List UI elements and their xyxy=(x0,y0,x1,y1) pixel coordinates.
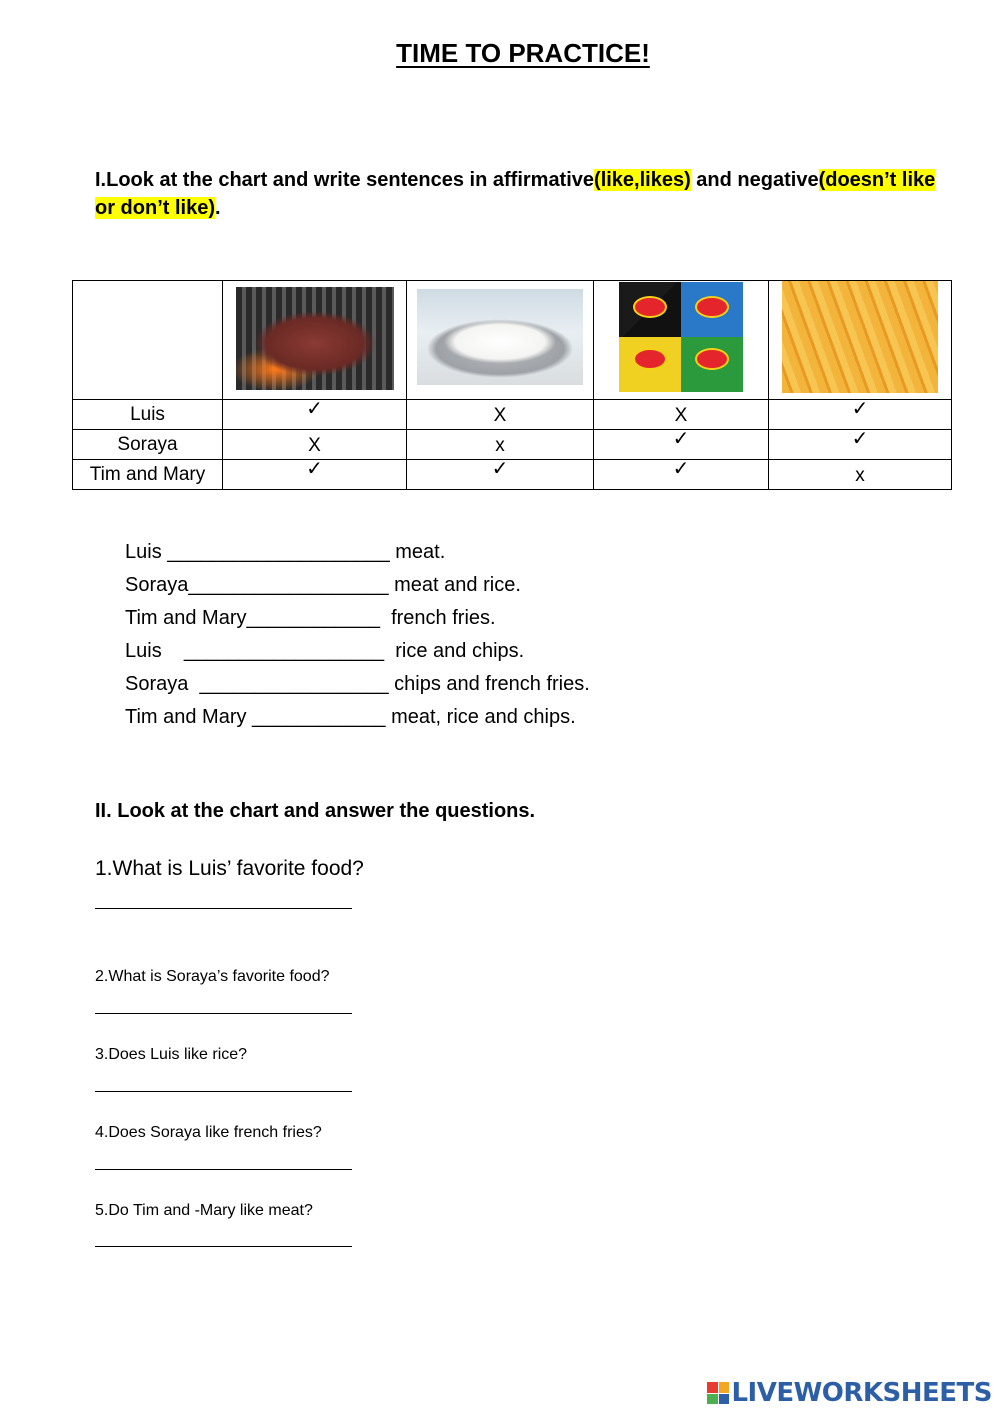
chart-mark xyxy=(769,460,952,490)
chart-header-rice xyxy=(407,281,594,400)
instruction-1 xyxy=(95,166,945,222)
chart-header-meat xyxy=(223,281,407,400)
chart-mark xyxy=(407,460,594,490)
chart-row-name: Luis xyxy=(73,400,223,430)
chart-mark xyxy=(223,400,407,430)
check-mark: ✓ xyxy=(491,458,509,480)
chart-mark xyxy=(223,460,407,490)
chart-row-luis xyxy=(73,400,952,430)
sentence-5[interactable]: Soraya _________________ chips and french fries. xyxy=(125,673,590,695)
chart-mark xyxy=(594,400,769,430)
sentence-6[interactable]: Tim and Mary ____________ meat, rice and chips. xyxy=(125,706,576,728)
x-mark: x xyxy=(495,435,505,456)
chips-bag-logo xyxy=(695,296,729,318)
question-3: 3.Does Luis like rice? xyxy=(95,1046,248,1063)
chips-image xyxy=(619,282,743,392)
x-mark: X xyxy=(308,435,321,456)
chart-mark xyxy=(769,430,952,460)
answer-line-3[interactable] xyxy=(95,1091,352,1092)
chart-mark xyxy=(407,400,594,430)
logo-square xyxy=(719,1394,730,1405)
french-fries-image xyxy=(782,281,938,393)
check-mark: ✓ xyxy=(672,428,690,450)
instruction-1-text: I.Look at the chart and write sentences in affirmative xyxy=(95,169,595,191)
chart-corner-cell xyxy=(73,281,223,400)
instruction-1-highlight-negative: (doesn’t like or don’t like) xyxy=(95,169,936,219)
logo-square xyxy=(707,1382,718,1393)
chips-bag-logo xyxy=(633,348,667,370)
instruction-1-text-2: and negative xyxy=(690,169,819,191)
chart-header-row xyxy=(73,281,952,400)
question-4: 4.Does Soraya like french fries? xyxy=(95,1124,322,1141)
chips-bag-logo xyxy=(695,348,729,370)
chart-mark xyxy=(594,430,769,460)
liveworksheets-logo xyxy=(707,1378,992,1408)
check-mark: ✓ xyxy=(851,428,869,450)
answer-line-2[interactable] xyxy=(95,1013,352,1014)
food-preference-chart xyxy=(72,280,952,490)
liveworksheets-logo-text: LIVEWORKSHEETS xyxy=(731,1378,992,1408)
chart-header-french-fries xyxy=(769,281,952,400)
chart-mark xyxy=(223,430,407,460)
sentence-1[interactable]: Luis ____________________ meat. xyxy=(125,541,446,563)
chart-row-name: Soraya xyxy=(73,430,223,460)
rice-image xyxy=(417,289,583,385)
question-2: 2.What is Soraya’s favorite food? xyxy=(95,968,330,985)
check-mark: ✓ xyxy=(306,458,323,480)
check-mark: ✓ xyxy=(306,398,323,420)
answer-line-1[interactable] xyxy=(95,908,352,909)
chart-mark xyxy=(594,460,769,490)
check-mark: ✓ xyxy=(851,398,869,420)
chart-row-tim-and-mary xyxy=(73,460,952,490)
chart-mark xyxy=(407,430,594,460)
answer-line-5[interactable] xyxy=(95,1246,352,1247)
chart-row-name: Tim and Mary xyxy=(73,460,223,490)
chips-bag-logo xyxy=(633,296,667,318)
check-mark: ✓ xyxy=(672,458,690,480)
answer-line-4[interactable] xyxy=(95,1169,352,1170)
logo-square xyxy=(707,1394,718,1405)
sentence-4[interactable]: Luis __________________ rice and chips. xyxy=(125,640,525,662)
x-mark: x xyxy=(855,465,865,486)
steak-image xyxy=(236,287,394,390)
sentence-2[interactable]: Soraya__________________ meat and rice. xyxy=(125,574,521,596)
question-1: 1.What is Luis’ favorite food? xyxy=(95,857,364,880)
chart-row-soraya xyxy=(73,430,952,460)
x-mark: X xyxy=(493,405,507,426)
instruction-1-highlight-affirmative: (like,likes) xyxy=(594,169,691,191)
question-5: 5.Do Tim and -Mary like meat? xyxy=(95,1202,313,1219)
x-mark: X xyxy=(674,405,688,426)
logo-square xyxy=(719,1382,730,1393)
sentence-3[interactable]: Tim and Mary____________ french fries. xyxy=(125,607,496,629)
instruction-2: II. Look at the chart and answer the questions. xyxy=(95,800,536,822)
page-title: TIME TO PRACTICE! xyxy=(396,38,650,68)
chart-header-chips xyxy=(594,281,769,400)
chart-mark xyxy=(769,400,952,430)
instruction-1-text-3: . xyxy=(215,197,221,219)
liveworksheets-logo-icon xyxy=(707,1382,729,1404)
